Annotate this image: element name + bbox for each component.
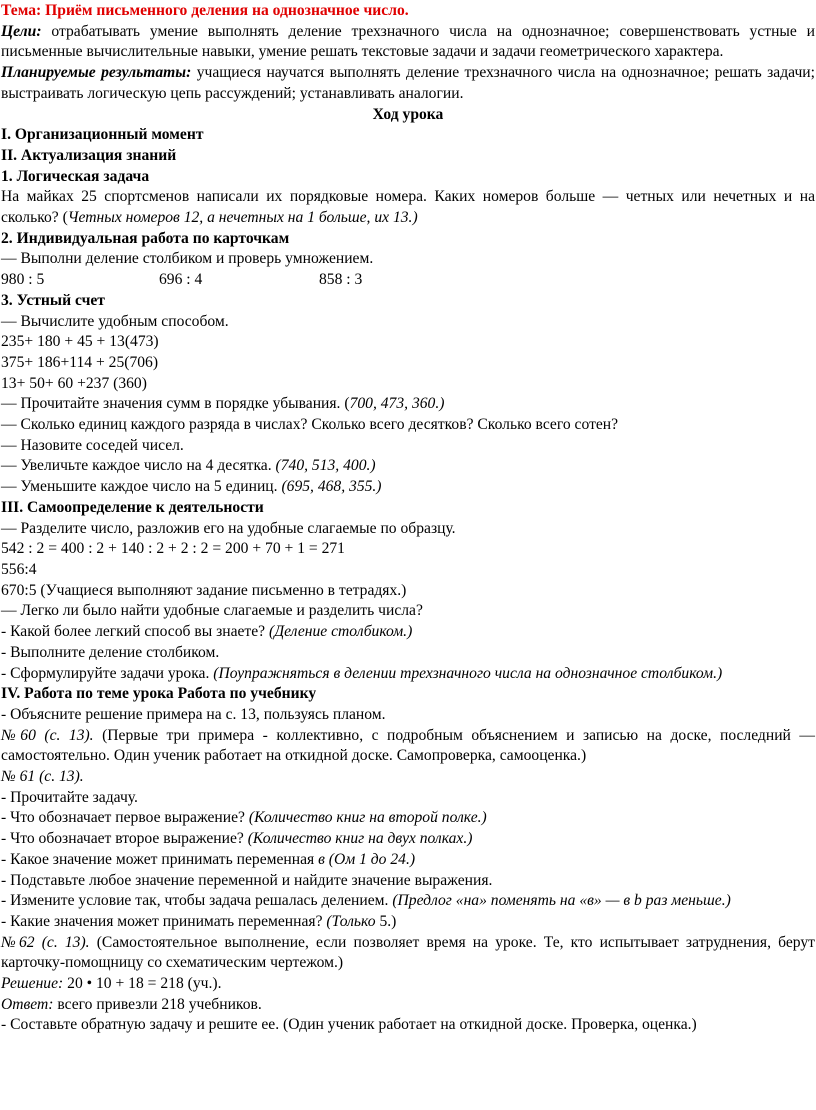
question-answer: (740, 513, 400.) <box>275 457 376 475</box>
question-text: - Что обозначает второе выражение? <box>1 830 244 848</box>
exercise-62 <box>1 933 815 974</box>
exercise-text: (Первые три примера - коллективно, с подробным объяснением и записью на доске, последний — самостоятельно. Один ученик работает на откидной доске. Самопроверка, самооценка.) <box>1 726 815 765</box>
question-text: - Какое значение может принимать переменная <box>1 850 315 868</box>
solution-line <box>1 974 815 995</box>
question-answer: (Деление столбиком.) <box>269 623 413 641</box>
textbook-line-5 <box>1 850 815 871</box>
question-answer: в (Ом 1 до 24.) <box>318 850 416 868</box>
self-det-example-3: 670:5 (Учащиеся выполняют задание письменно в тетрадях.) <box>1 581 407 599</box>
exercise-label: №60 (с. 13). <box>1 726 94 744</box>
goals-text: отрабатывать умение выполнять деление трехзначного числа на однозначное; совершенствовать устные и письменные вычислительные навыки, умение решать текстовые задачи и задачи геометрического характера. <box>1 22 815 61</box>
textbook-line-2: - Прочитайте задачу. <box>1 788 138 806</box>
oral-question-3: — Назовите соседей чисел. <box>1 436 184 454</box>
question-answer: (Количество книг на двух полках.) <box>247 830 473 848</box>
question-text: - Сформулируйте задачи урока. <box>1 664 210 682</box>
goals-label: Цели: <box>1 22 42 40</box>
question-text: - Измените условие так, чтобы задача решалась делением. <box>1 892 389 910</box>
oral-count-task: — Вычислите удобным способом. <box>1 312 229 330</box>
textbook-last-line: - Составьте обратную задачу и решите ее. (Один ученик работает на откидной доске. Проверка, оценка.) <box>1 1016 697 1034</box>
logic-task-question: На майках 25 спортсменов написали их порядковые номера. Каких номеров больше — четных или нечетных и на сколько? ( <box>1 188 815 227</box>
answer-label: Ответ: <box>1 995 54 1013</box>
question-text: - Что обозначает первое выражение? <box>1 809 245 827</box>
self-det-example: 542 : 2 = 400 : 2 + 140 : 2 + 2 : 2 = 200 + 70 + 1 = 271 <box>1 540 345 558</box>
exercise-label: №62 (с. 13). <box>1 933 90 951</box>
topic-label: Тема: <box>1 2 42 19</box>
textbook-line-1: - Объясните решение примера на с. 13, пользуясь планом. <box>1 705 386 723</box>
textbook-line-8 <box>1 912 815 933</box>
textbook-line-4 <box>1 829 815 850</box>
question-answer: (Только <box>326 912 376 930</box>
results-text: учащиеся научатся выполнять деление трехзначного числа на однозначное; решать задачи; выстраивать логическую цепь рассуждений; устанавливать аналогии. <box>1 64 815 102</box>
solution-text: 20 • 10 + 18 = 218 (уч.). <box>67 975 222 993</box>
cards-heading: 2. Индивидуальная работа по карточкам <box>1 229 290 247</box>
oral-count-heading: 3. Устный счет <box>1 291 105 309</box>
lesson-results <box>1 63 815 104</box>
logic-task-text <box>1 187 815 228</box>
exercise-text: (Самостоятельное выполнение, если позволяет время на уроке. Те, кто испытывает затруднения, берут карточку-помощницу со схематическим чертежом.) <box>1 933 815 972</box>
question-text: — Увеличьте каждое число на 4 десятка. <box>1 457 272 475</box>
section-2-heading: II. Актуализация знаний <box>1 146 177 164</box>
exercise-61-label: № 61 (с. 13). <box>1 768 84 786</box>
answer-line <box>1 995 815 1016</box>
oral-expression: 375+ 186+114 + 25(706) <box>1 353 159 371</box>
self-det-question-4 <box>1 664 815 685</box>
section-4-heading: IV. Работа по теме урока Работа по учебнику <box>1 685 317 703</box>
self-det-question-3: - Выполните деление столбиком. <box>1 643 220 661</box>
section-3-heading: III. Самоопределение к деятельности <box>1 498 264 516</box>
question-answer: 700, 473, 360.) <box>349 395 445 413</box>
section-1-heading: I. Организационный момент <box>1 126 204 144</box>
oral-expression: 13+ 50+ 60 +237 (360) <box>1 374 147 392</box>
lesson-goals <box>1 22 815 63</box>
self-det-question-1: — Легко ли было найти удобные слагаемые и разделить числа? <box>1 602 423 620</box>
question-text: — Прочитайте значения сумм в порядке убывания. ( <box>1 395 350 413</box>
self-det-example-2: 556:4 <box>1 560 37 578</box>
oral-question-1 <box>1 394 815 415</box>
card-example: 980 : 5 <box>1 271 45 289</box>
question-answer-value: 5.) <box>379 912 397 930</box>
topic-text: Приём письменного деления на однозначное число. <box>45 2 409 19</box>
oral-expression: 235+ 180 + 45 + 13(473) <box>1 333 159 351</box>
logic-task-answer: Четных номеров 12, а нечетных на 1 больше, их 13.) <box>67 209 418 227</box>
question-answer: (Поупражняться в делении трехзначного числа на однозначное столбиком.) <box>213 664 723 682</box>
self-det-task: — Разделите число, разложив его на удобные слагаемые по образцу. <box>1 519 456 537</box>
textbook-line-6: - Подставьте любое значение переменной и найдите значение выражения. <box>1 871 493 889</box>
answer-text: всего привезли 218 учебников. <box>57 995 262 1013</box>
question-text: - Какой более легкий способ вы знаете? <box>1 623 266 641</box>
lesson-topic <box>1 1 815 22</box>
question-answer: (Количество книг на второй полке.) <box>248 809 487 827</box>
card-example: 858 : 3 <box>319 271 363 289</box>
question-answer: (695, 468, 355.) <box>281 478 382 496</box>
solution-label: Решение: <box>1 975 64 993</box>
results-label: Планируемые результаты: <box>1 64 192 82</box>
textbook-line-7 <box>1 891 815 912</box>
exercise-60 <box>1 726 815 767</box>
self-det-question-2 <box>1 622 815 643</box>
logic-task-heading: 1. Логическая задача <box>1 167 150 185</box>
oral-question-2: — Сколько единиц каждого разряда в числах? Сколько всего десятков? Сколько всего сотен? <box>1 416 619 434</box>
course-title: Ход урока <box>372 105 444 123</box>
question-text: — Уменьшите каждое число на 5 единиц. <box>1 478 278 496</box>
oral-question-4 <box>1 456 815 477</box>
textbook-line-3 <box>1 808 815 829</box>
card-example: 696 : 4 <box>159 271 203 289</box>
cards-task: — Выполни деление столбиком и проверь умножением. <box>1 250 374 268</box>
cards-examples <box>1 270 815 291</box>
question-text: - Какие значения может принимать переменная? <box>1 912 323 930</box>
oral-question-5 <box>1 477 815 498</box>
question-answer: (Предлог «на» поменять на «в» — в b раз меньше.) <box>392 892 731 910</box>
